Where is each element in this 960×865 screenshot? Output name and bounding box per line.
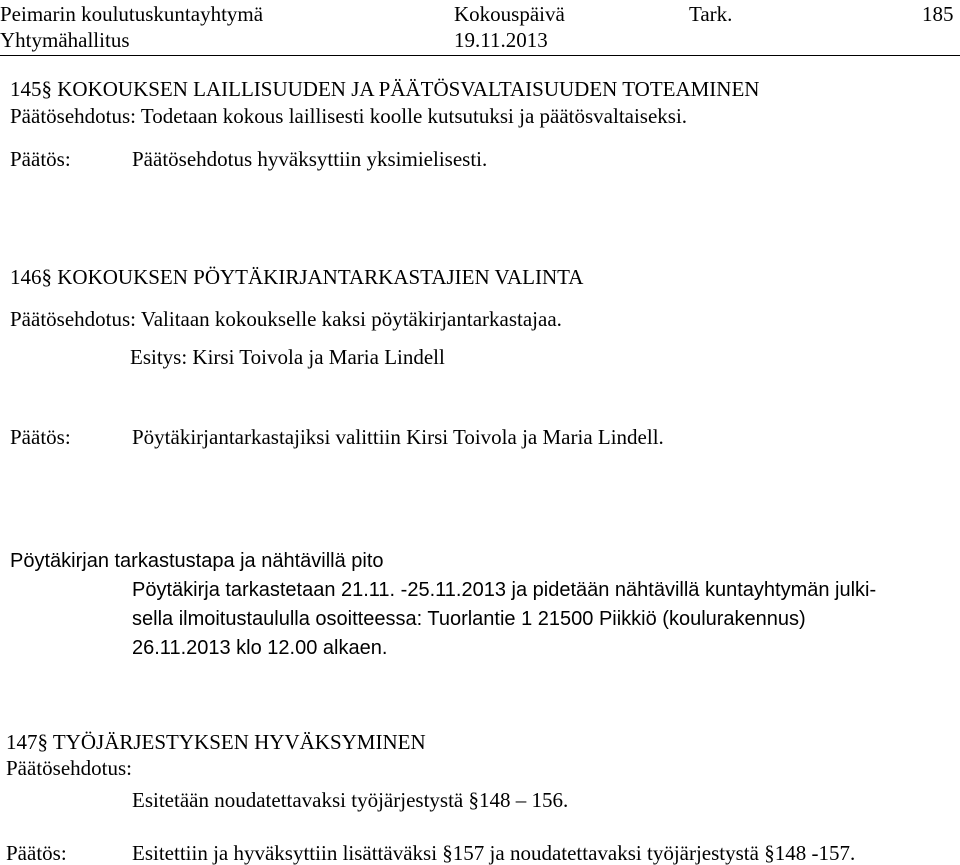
- section-146-presentation: Esitys: Kirsi Toivola ja Maria Lindell: [130, 345, 445, 369]
- review-line-1: Pöytäkirja tarkastetaan 21.11. -25.11.2013 ja pidetään nähtävillä kuntayhtymän julki-: [132, 579, 877, 601]
- review-heading: Pöytäkirjan tarkastustapa ja nähtävillä pito: [10, 550, 384, 572]
- section-147-title: 147§ TYÖJÄRJESTYKSEN HYVÄKSYMINEN: [6, 730, 426, 754]
- section-147-proposal: Esitetään noudatettavaksi työjärjestystä §148 – 156.: [132, 788, 569, 812]
- header-page-number: 185: [922, 2, 954, 26]
- header-org: Peimarin koulutuskuntayhtymä: [0, 2, 264, 26]
- section-146-decision: Pöytäkirjantarkastajiksi valittiin Kirsi Toivola ja Maria Lindell.: [132, 425, 664, 449]
- section-145-decision: Päätösehdotus hyväksyttiin yksimielisesti.: [132, 147, 488, 171]
- header-body: Yhtymähallitus: [0, 28, 130, 52]
- section-147-decision-label: Päätös:: [6, 841, 67, 865]
- section-146-title: 146§ KOKOUKSEN PÖYTÄKIRJANTARKASTAJIEN VALINTA: [10, 265, 584, 289]
- section-146-proposal: Päätösehdotus: Valitaan kokoukselle kaksi pöytäkirjantarkastajaa.: [10, 307, 562, 331]
- section-145-proposal: Päätösehdotus: Todetaan kokous laillisesti koolle kutsutuksi ja päätösvaltaiseksi.: [10, 104, 688, 128]
- review-line-3: 26.11.2013 klo 12.00 alkaen.: [132, 637, 388, 659]
- header-meeting-label: Kokouspäivä: [454, 2, 565, 26]
- section-147-decision: Esitettiin ja hyväksyttiin lisättäväksi §157 ja noudatettavaksi työjärjestystä §148 -157.: [132, 841, 856, 865]
- review-line-2: sella ilmoitustaululla osoitteessa: Tuorlantie 1 21500 Piikkiö (koulurakennus): [132, 608, 806, 630]
- section-146-decision-label: Päätös:: [10, 425, 71, 449]
- section-145-decision-label: Päätös:: [10, 147, 71, 171]
- section-145-title: 145§ KOKOUKSEN LAILLISUUDEN JA PÄÄTÖSVALTAISUUDEN TOTEAMINEN: [10, 77, 760, 101]
- header-page-label: Tark.: [689, 2, 733, 26]
- header-meeting-date: 19.11.2013: [454, 28, 548, 52]
- section-147-proposal-label: Päätösehdotus:: [6, 756, 132, 780]
- header-rule: [0, 55, 960, 56]
